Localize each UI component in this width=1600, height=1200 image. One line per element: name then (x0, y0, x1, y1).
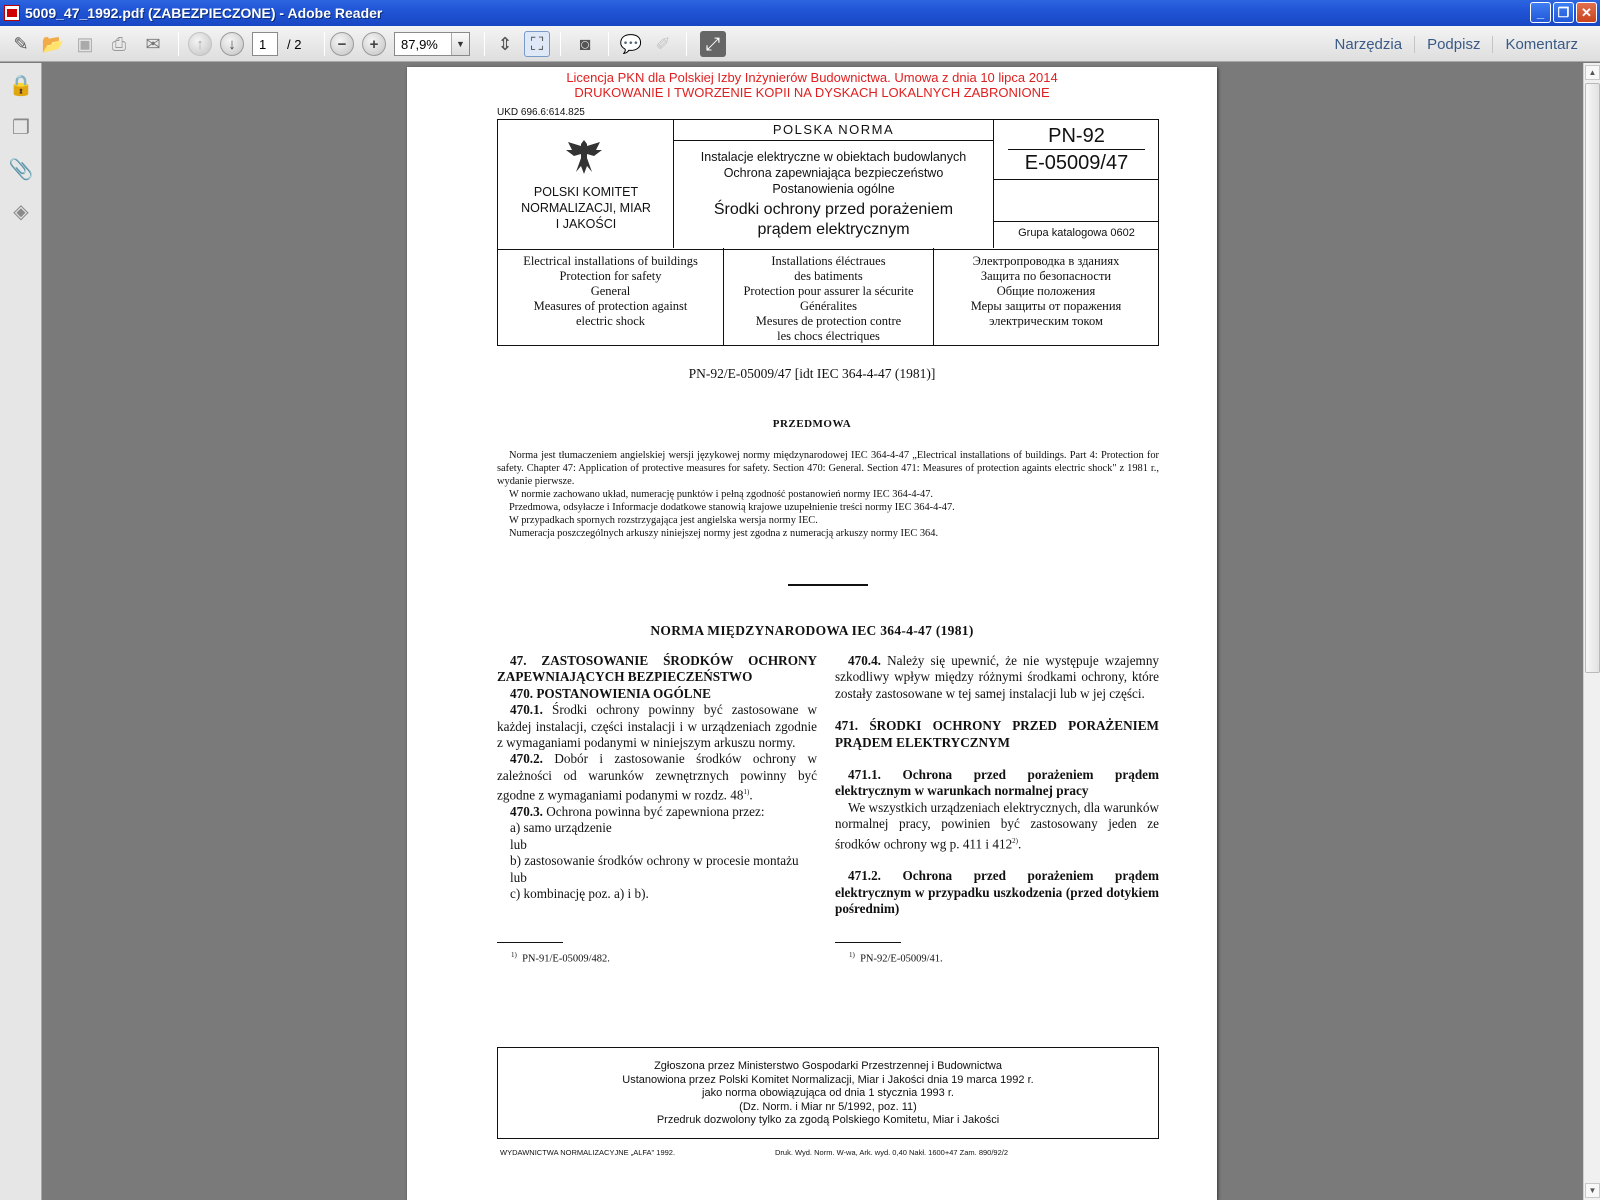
scroll-up-icon[interactable]: ▲ (1585, 65, 1600, 80)
preface-text (497, 449, 1159, 540)
pen-icon: ✐ (655, 33, 671, 54)
arrow-down-icon: ↓ (220, 32, 244, 56)
section-471-2-heading: 471.2. Ochrona przed porażeniem prądem elektrycznym w przypadku uszkodzenia (przed dotykiem pośrednim) (835, 868, 1159, 917)
zoom-out-button[interactable] (330, 31, 354, 57)
footnote-marker: 1) (511, 951, 517, 959)
approval-line: Ustanowiona przez Polski Komitet Normalizacji, Miar i Jakości dnia 19 marca 1992 r. (622, 1073, 1034, 1086)
approval-line: Zgłoszona przez Ministerstwo Gospodarki Przestrzennej i Budownictwa (654, 1060, 1002, 1072)
restore-button[interactable]: ❐ (1553, 2, 1574, 23)
toolbar-separator (484, 32, 485, 56)
section-47-heading: 47. ZASTOSOWANIE ŚRODKÓW OCHRONY ZAPEWNIAJĄCYCH BEZPIECZEŃSTWO (497, 653, 817, 685)
footnote-rule (497, 942, 563, 943)
paperclip-icon[interactable]: 📎 (8, 158, 34, 181)
section-470-heading: 470. POSTANOWIENIA OGÓLNE (510, 685, 711, 701)
open-button[interactable] (40, 31, 66, 57)
create-pdf-icon: ✎ (13, 33, 29, 54)
french-line: Installations éléctraues (771, 254, 886, 268)
window-controls (1530, 2, 1597, 23)
minimize-button[interactable]: _ (1530, 2, 1551, 23)
tools-link[interactable]: Narzędzia (1334, 35, 1403, 53)
adobe-reader-icon (4, 5, 20, 21)
print-icon: ⎙ (111, 33, 127, 54)
main-title-line: prądem elektrycznym (757, 221, 910, 238)
snapshot-button[interactable] (572, 31, 598, 57)
previous-page-button[interactable] (188, 31, 212, 57)
preface-paragraph: Przedmowa, odsyłacze i Informacje dodatkowe stanowią krajowe uzupełnienie treści normy IEC 364-4-47. (509, 502, 955, 513)
title-line: Ochrona zapewniająca bezpieczeństwo (723, 166, 944, 180)
expand-icon: ⤢ (700, 31, 726, 57)
paragraph-text: Należy się upewnić, że nie występuje wzajemny szkodliwy wpływ między różnymi środkami ochrony, które zostały zastosowane w tej samej instalacji lub w jej części. (835, 653, 1160, 701)
english-line: General (590, 284, 631, 298)
english-line: Protection for safety (559, 269, 662, 283)
minus-icon: − (330, 32, 354, 56)
zoom-select[interactable] (394, 31, 470, 57)
fit-width-button[interactable] (492, 31, 518, 57)
camera-icon: ◙ (579, 33, 591, 54)
window-title: 5009_47_1992.pdf (ZABEZPIECZONE) - Adobe Reader (25, 5, 383, 21)
french-line: Protection pour assurer la sécurite (743, 284, 914, 298)
title-bar (0, 0, 1600, 26)
standard-number-suffix: E-05009/47 (1024, 152, 1129, 174)
close-button[interactable]: ✕ (1576, 2, 1597, 23)
comment-button[interactable] (618, 31, 644, 57)
toolbar-separator (324, 32, 325, 56)
create-button[interactable] (8, 31, 34, 57)
plus-icon: + (362, 32, 386, 56)
list-item: lub (510, 836, 527, 852)
print-button[interactable] (106, 31, 132, 57)
russian-line: Общие положения (996, 284, 1096, 298)
fit-page-icon: ⛶ (524, 31, 550, 57)
scroll-down-icon[interactable]: ▼ (1585, 1183, 1600, 1198)
right-column (835, 653, 1159, 918)
footnote-text: PN-92/E-05009/41. (860, 953, 943, 965)
russian-line: Защита по безопасности (980, 269, 1112, 283)
title-line: Instalacje elektryczne w obiektach budowlanych (700, 150, 967, 164)
russian-line: электрическим током (989, 314, 1103, 328)
zoom-level[interactable] (394, 32, 470, 56)
preface-paragraph: Numeracja poszczególnych arkuszy niniejszej normy jest zgodna z numeracją arkuszy normy IEC 364. (509, 528, 939, 539)
approval-box (497, 1047, 1159, 1139)
arrow-up-icon: ↑ (188, 32, 212, 56)
toolbar-panels (1323, 26, 1590, 62)
title-cell (674, 120, 994, 248)
catalog-group: Grupa katalogowa 0602 (1018, 227, 1135, 239)
footnote-rule (835, 942, 901, 943)
committee-line: I JAKOŚCI (555, 217, 617, 231)
paragraph-470-3 (497, 804, 817, 820)
spacer (835, 852, 1159, 868)
speech-bubble-icon: 💬 (619, 33, 643, 54)
page-number-input[interactable]: 1 (252, 32, 278, 56)
toolbar-separator (608, 32, 609, 56)
committee-cell (498, 120, 674, 248)
footnote-right (849, 951, 943, 965)
paragraph-end: . (749, 787, 753, 803)
preface-paragraph: Norma jest tłumaczeniem angielskiej wersji językowej normy międzynarodowej IEC 364-4-47 „Electrical installations of buildings. Part 4: Protection for safety. Chapter 47: Application of protective measures for safety. Section 470: General. Section 471: Measures of protection againts electric shock" z 1981 r., wydanie pierwsze. (497, 450, 1159, 487)
main-title-line: Środki ochrony przed porażeniem (713, 201, 954, 218)
standard-header-table (497, 119, 1159, 250)
section-divider (788, 584, 868, 586)
toolbar-separator (178, 32, 179, 56)
english-line: electric shock (575, 314, 646, 328)
section-471-heading: 471. ŚRODKI OCHRONY PRZED PORAŻENIEM PRĄDEM ELEKTRYCZNYM (835, 718, 1159, 750)
footnote-marker: 1) (743, 788, 750, 797)
english-line: Measures of protection against (533, 299, 688, 313)
polska-norma-label: POLSKA NORMA (674, 120, 993, 141)
chevron-down-icon[interactable]: ▼ (451, 33, 469, 55)
toolbar-separator (560, 32, 561, 56)
scrollbar-thumb[interactable] (1585, 83, 1600, 673)
spacer (835, 751, 1159, 767)
highlight-button[interactable] (650, 31, 676, 57)
approval-line: jako norma obowiązująca od dnia 1 stycznia 1993 r. (702, 1087, 954, 1100)
paragraph-end: . (1018, 836, 1022, 852)
russian-line: Меры защиты от поражения (970, 299, 1122, 313)
footnote-marker: 1) (849, 951, 855, 959)
paragraph-number: 470.4. (848, 653, 881, 668)
document-page (407, 67, 1217, 1200)
full-screen-button[interactable] (700, 31, 726, 57)
french-line: des batiments (794, 269, 863, 283)
toolbar (0, 26, 1600, 62)
title-line: Postanowienia ogólne (772, 182, 895, 196)
paragraph-470-2 (497, 751, 817, 804)
preface-paragraph: W przypadkach spornych rozstrzygająca jest angielska wersja normy IEC. (509, 515, 818, 526)
english-line: Electrical installations of buildings (523, 254, 698, 268)
navigation-pane (0, 63, 42, 1200)
paragraph-470-1 (497, 702, 817, 751)
section-471-1-heading: 471.1. Ochrona przed porażeniem prądem elektrycznym w warunkach normalnej pracy (835, 767, 1159, 799)
footnote-marker: 2) (1012, 836, 1019, 845)
open-folder-icon: 📂 (41, 33, 65, 54)
list-item: lub (510, 869, 527, 885)
page-total: / 2 (287, 36, 302, 52)
paragraph-number: 470.2. (510, 751, 543, 767)
russian-title (934, 248, 1158, 345)
translations-table (497, 248, 1159, 346)
page-thumbnails-icon[interactable]: ❐ (12, 116, 30, 139)
paragraph-471-1 (835, 800, 1159, 853)
standard-number-cell (994, 117, 1159, 248)
scroll-mode-icon: ⇕ (497, 33, 513, 54)
footnote-text: PN-91/E-05009/482. (522, 953, 610, 965)
comment-link[interactable]: Komentarz (1492, 36, 1590, 53)
print-info: Druk. Wyd. Norm. W-wa, Ark. wyd. 0,40 Nakł. 1600+47 Zam. 890/92/2 (775, 1148, 1009, 1157)
paragraph-470-4 (835, 653, 1159, 702)
zoom-value: 87,9% (401, 36, 438, 52)
international-standard-heading: NORMA MIĘDZYNARODOWA IEC 364-4-47 (1981) (650, 623, 974, 638)
save-button[interactable] (72, 31, 98, 57)
list-item: c) kombinację poz. a) i b). (510, 886, 649, 902)
vertical-scrollbar[interactable] (1583, 63, 1600, 1200)
empty-cell (994, 180, 1159, 222)
standard-number: PN-92 (1008, 123, 1145, 150)
french-line: Mesures de protection contre (755, 314, 902, 328)
zoom-in-button[interactable] (362, 31, 386, 57)
left-column (497, 653, 817, 902)
next-page-button[interactable] (220, 31, 244, 57)
approval-line: (Dz. Norm. i Miar nr 5/1992, poz. 11) (739, 1100, 917, 1113)
list-item: b) zastosowanie środków ochrony w procesie montażu (510, 853, 799, 869)
paragraph-text: We wszystkich urządzeniach elektrycznych, dla warunków normalnej pracy, powinien być zastosowany jeden ze środków ochrony wg p. 411 i 412 (835, 799, 1159, 852)
committee-line: POLSKI KOMITET (533, 185, 639, 199)
save-icon: ▣ (76, 33, 94, 54)
footnote-left (511, 951, 610, 965)
spacer (835, 702, 1159, 718)
page-number-field[interactable] (252, 31, 278, 57)
english-title (498, 248, 724, 345)
email-button[interactable] (140, 31, 166, 57)
copy-prohibition-notice: DRUKOWANIE I TWORZENIE KOPII NA DYSKACH LOKALNYCH ZABRONIONE (574, 85, 1050, 100)
committee-line: NORMALIZACJI, MIAR (521, 201, 651, 215)
russian-line: Электропроводка в зданиях (972, 254, 1120, 268)
paragraph-number: 470.3. (510, 804, 543, 820)
paragraph-text: Środki ochrony powinny być zastosowane w każdej instalacji, części instalacji i w urządzeniach zgodnie z wymaganiami podanymi w niniejszym arkuszu normy. (497, 702, 817, 751)
lock-icon[interactable]: 🔒 (8, 74, 34, 97)
ukd-code: UKD 696.6:614.825 (497, 107, 585, 118)
publisher-note: WYDAWNICTWA NORMALIZACYJNE „ALFA" 1992. (500, 1148, 676, 1157)
paragraph-text: Dobór i zastosowanie środków ochrony w zależności od warunków zewnętrznych powinny być zgodne z wymaganiami podanymi w rozdz. 48 (497, 751, 817, 803)
toolbar-separator (686, 32, 687, 56)
license-notice: Licencja PKN dla Polskiej Izby Inżynierów Budownictwa. Umowa z dnia 10 lipca 2014 (566, 70, 1058, 85)
paragraph-text: Ochrona powinna być zapewniona przez: (546, 804, 765, 820)
preface-paragraph: W normie zachowano układ, numerację punktów i pełną zgodność postanowień normy IEC 364-4-47. (509, 489, 933, 500)
list-item: a) samo urządzenie (510, 820, 612, 836)
french-line: les chocs électriques (777, 329, 880, 343)
sign-link[interactable]: Podpisz (1414, 36, 1492, 53)
email-icon: ✉ (145, 33, 161, 54)
identity-line: PN-92/E-05009/47 [idt IEC 364-4-47 (1981)] (688, 366, 936, 381)
polish-eagle-emblem (564, 138, 604, 176)
layers-icon[interactable]: ◈ (13, 200, 29, 223)
approval-line: Przedruk dozwolony tylko za zgodą Polskiego Komitetu, Miar i Jakości (656, 1114, 1000, 1127)
preface-heading: PRZEDMOWA (772, 418, 852, 430)
paragraph-number: 470.1. (510, 702, 543, 718)
french-title (724, 248, 934, 345)
fit-page-button[interactable] (524, 31, 550, 57)
french-line: Généralites (800, 299, 857, 313)
